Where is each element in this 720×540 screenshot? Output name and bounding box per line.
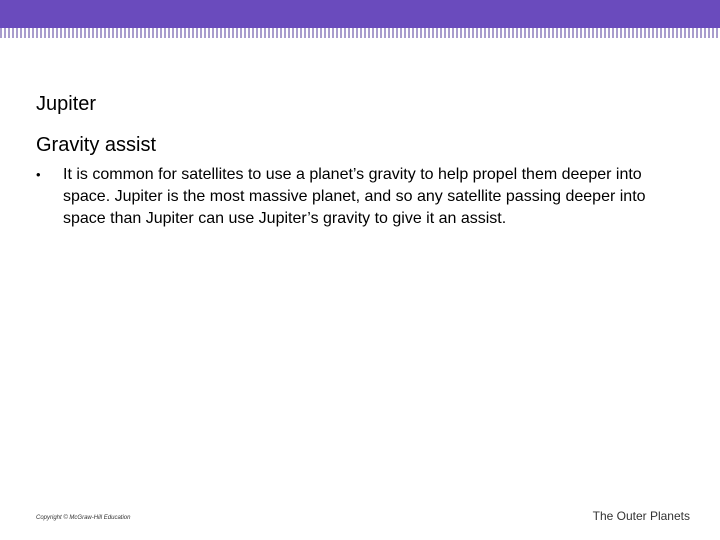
- presentation-title: The Outer Planets: [592, 509, 690, 523]
- header-dash-strip: [0, 28, 720, 38]
- section-heading: Gravity assist: [36, 134, 157, 156]
- bullet-marker: •: [36, 167, 41, 182]
- slide-title: Jupiter: [36, 93, 97, 115]
- copyright-notice: Copyright © McGraw-Hill Education: [36, 515, 131, 521]
- header-bar: [0, 0, 720, 28]
- bullet-text: It is common for satellites to use a planet’s gravity to help propel them deeper into space. Jupiter is the most massive planet, and so any satellite passing deeper into space than Jupiter can use Jupiter’s gravity to give it an assist.: [63, 166, 646, 227]
- bullet-list: [36, 164, 646, 230]
- bullet-item: [36, 164, 646, 230]
